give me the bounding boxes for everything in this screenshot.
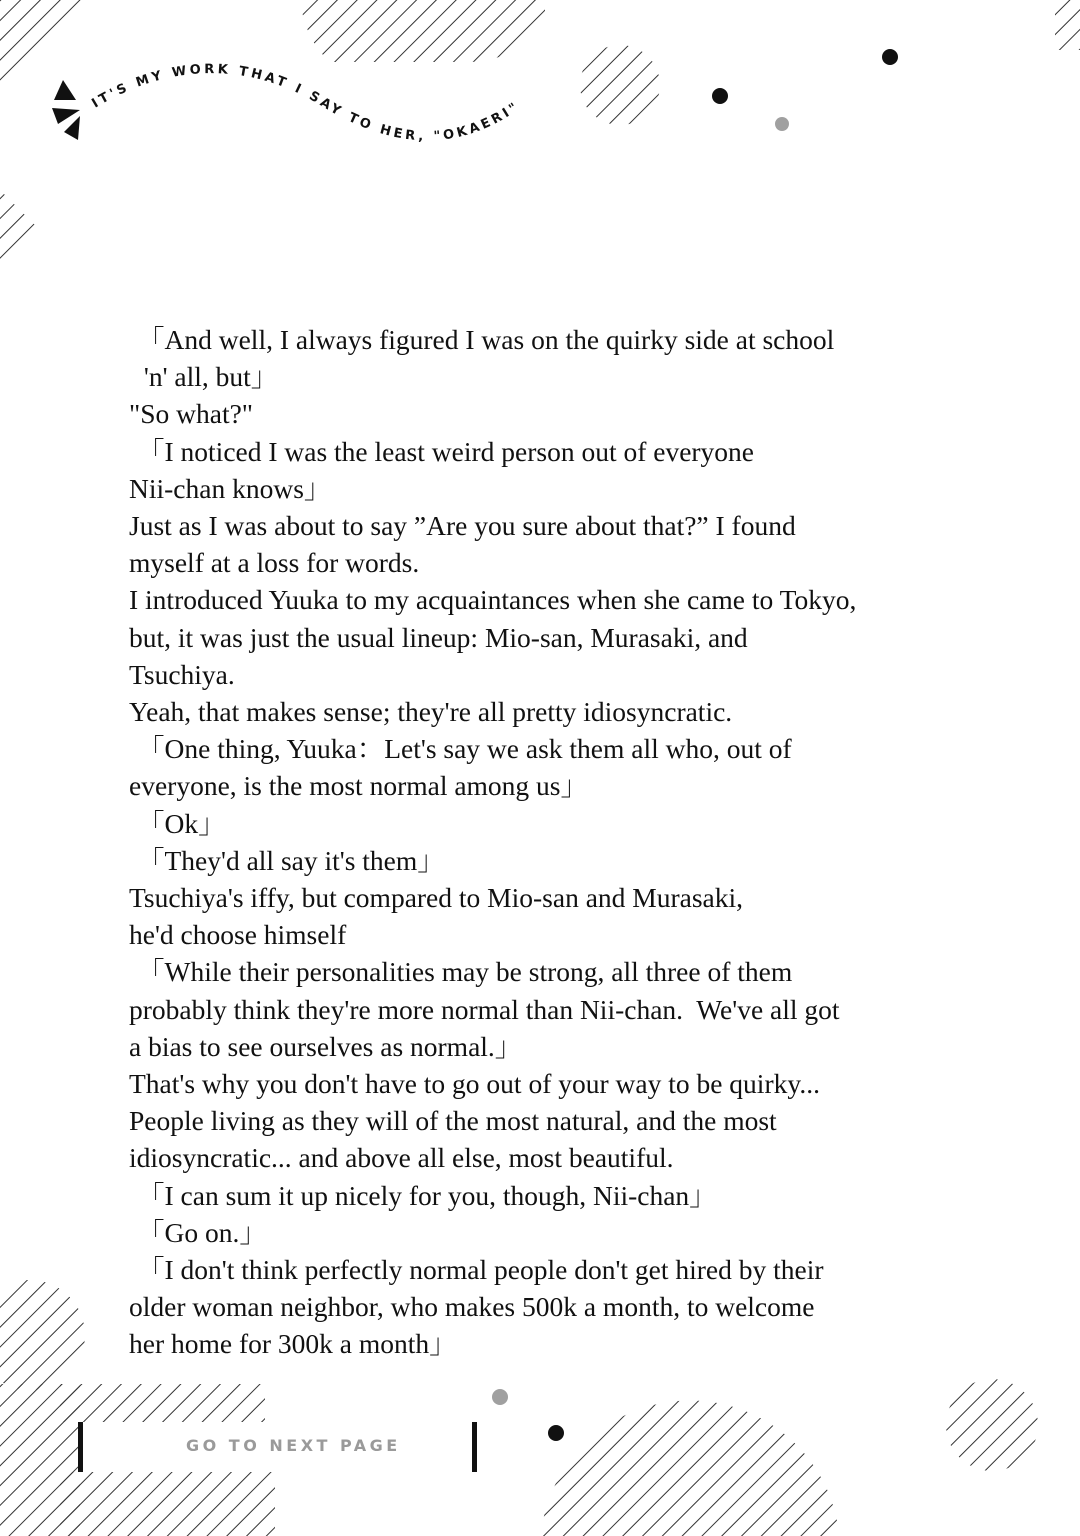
text-line: Yeah, that makes sense; they're all pretty idiosyncratic.: [129, 696, 733, 728]
footer-bar-right: [472, 1422, 477, 1472]
text-line: idiosyncratic... and above all else, most beautiful.: [129, 1142, 674, 1174]
text-line: everyone, is the most normal among us」: [129, 770, 589, 802]
text-line: 「They'd all say it's them」: [137, 844, 445, 876]
text-line: her home for 300k a month」: [129, 1328, 457, 1360]
text-line: a bias to see ourselves as normal.」: [129, 1030, 523, 1062]
text-line: 「And well, I always figured I was on the quirky side at school: [137, 324, 835, 355]
text-line: 'n' all, but」: [137, 361, 279, 393]
next-page-link[interactable]: GO TO NEXT PAGE: [186, 1436, 401, 1455]
text-line: he'd choose himself: [129, 919, 347, 951]
text-line: Tsuchiya.: [129, 658, 235, 690]
text-line: Nii-chan knows」: [129, 472, 332, 504]
text-line: Just as I was about to say ”Are you sure about that?” I found: [129, 510, 796, 542]
text-line: Tsuchiya's iffy, but compared to Mio-san and Murasaki,: [129, 882, 744, 914]
text-line: 「I can sum it up nicely for you, though, Nii-chan」: [137, 1179, 717, 1211]
text-line: "So what?": [129, 398, 254, 430]
text-line: 「While their personalities may be strong, all three of them: [137, 956, 793, 988]
text-line: I introduced Yuuka to my acquaintances when she came to Tokyo,: [129, 584, 857, 616]
text-line: People living as they will of the most natural, and the most: [129, 1105, 777, 1137]
story-text: [129, 321, 1009, 1363]
text-line: older woman neighbor, who makes 500k a month, to welcome: [129, 1291, 815, 1323]
text-line: but, it was just the usual lineup: Mio-san, Murasaki, and: [129, 621, 748, 653]
header-title: IT'S MY WORK THAT I SAY TO HER, "OKAERI": [89, 62, 524, 145]
text-line: 「I noticed I was the least weird person out of everyone: [137, 435, 755, 467]
triangle-icons: [52, 80, 80, 140]
text-line: 「Go on.」: [137, 1216, 267, 1248]
footer-bar-left: [78, 1422, 83, 1472]
text-line: probably think they're more normal than Nii-chan. We've all got: [129, 993, 840, 1025]
text-line: 「I don't think perfectly normal people don't get hired by their: [137, 1254, 824, 1286]
text-line: 「One thing, Yuuka：Let's say we ask them all who, out of: [137, 733, 792, 765]
text-line: 「Ok」: [137, 807, 226, 839]
text-line: myself at a loss for words.: [129, 547, 420, 579]
text-line: That's why you don't have to go out of your way to be quirky...: [129, 1068, 820, 1100]
